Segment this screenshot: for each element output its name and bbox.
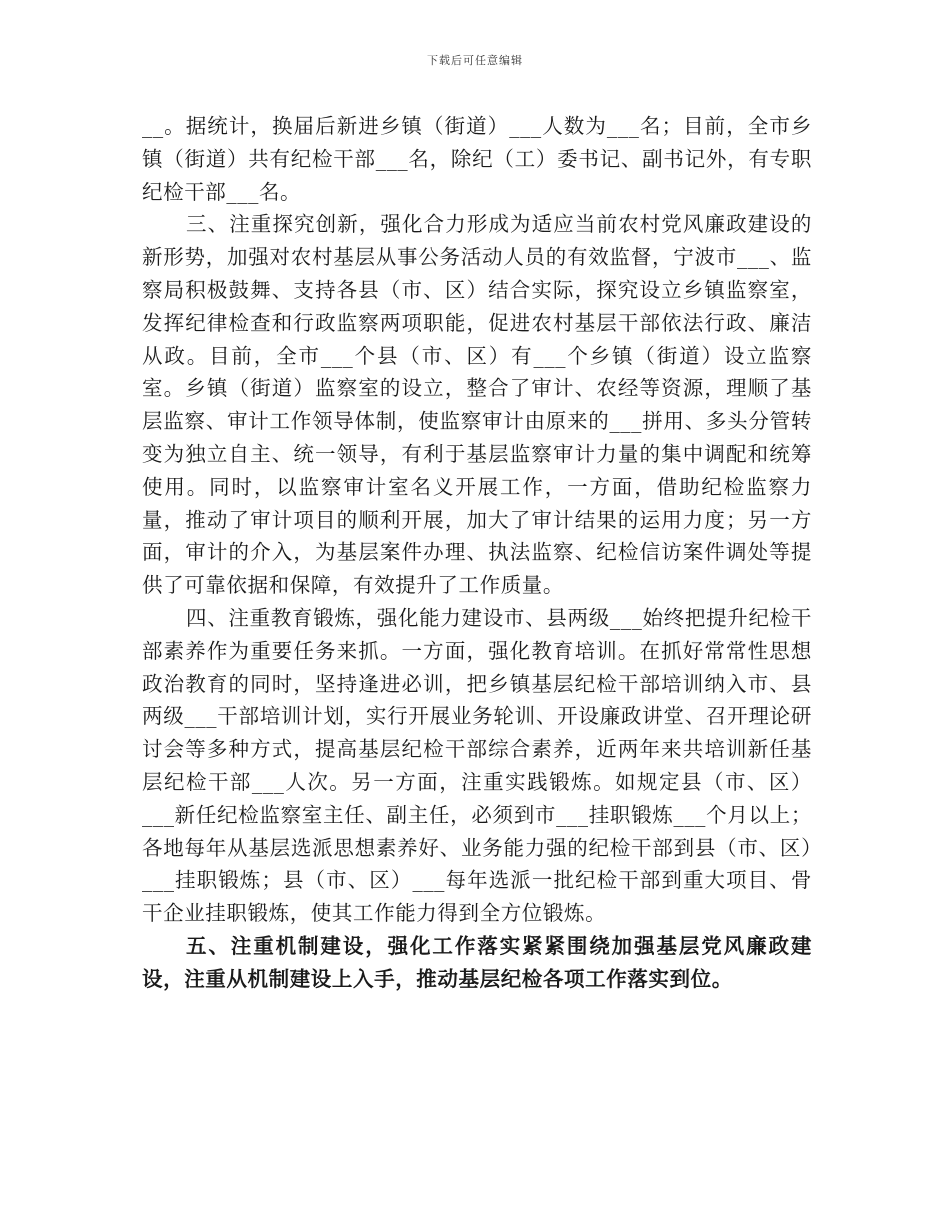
paragraph-section-four: 四、注重教育锻炼，强化能力建设市、县两级___始终把提升纪检干部素养作为重要任务来抓。一方面，强化教育培训。在抓好常常性思想政治教育的同时，坚持逢进必训，把乡镇基层纪检干部培训纳入市、县两级___干部培训计划，实行开展业务轮训、开设廉政讲堂、召开理论研讨会等多种方式，提高基层纪检干部综合素养，近两年来共培训新任基层纪检干部___人次。另一方面，注重实践锻炼。如规定县（市、区）___新任纪检监察室主任、副主任，必须到市___挂职锻炼___个月以上；各地每年从基层选派思想素养好、业务能力强的纪检干部到县（市、区）___挂职锻炼；县（市、区）___每年选派一批纪检干部到重大项目、骨干企业挂职锻炼，使其工作能力得到全方位锻炼。 [142, 605, 812, 926]
paragraph-section-three: 三、注重探究创新，强化合力形成为适应当前农村党风廉政建设的新形势，加强对农村基层从事公务活动人员的有效监督，宁波市___、监察局积极鼓舞、支持各县（市、区）结合实际，探究设立乡镇监察室，发挥纪律检查和行政监察两项职能，促进农村基层干部依法行政、廉洁从政。目前，全市___个县（市、区）有___个乡镇（街道）设立监察室。乡镇（街道）监察室的设立，整合了审计、农经等资源，理顺了基层监察、审计工作领导体制，使监察审计由原来的___拼用、多头分管转变为独立自主、统一领导，有利于基层监察审计力量的集中调配和统筹使用。同时，以监察审计室名义开展工作，一方面，借助纪检监察力量，推动了审计项目的顺利开展，加大了审计结果的运用力度；另一方面，审计的介入，为基层案件办理、执法监察、纪检信访案件调处等提供了可靠依据和保障，有效提升了工作质量。 [142, 212, 812, 598]
page-header: 下载后可任意编辑 [427, 54, 523, 67]
paragraph-statistics: __。据统计，换届后新进乡镇（街道）___人数为___名；目前，全市乡镇（街道）共有纪检干部___名，除纪（工）委书记、副书记外，有专职纪检干部___名。 [142, 114, 812, 204]
document-body [142, 110, 812, 996]
paragraph-section-five: 五、注重机制建设，强化工作落实紧紧围绕加强基层党风廉政建设，注重从机制建设上入手，推动基层纪检各项工作落实到位。 [142, 933, 812, 991]
